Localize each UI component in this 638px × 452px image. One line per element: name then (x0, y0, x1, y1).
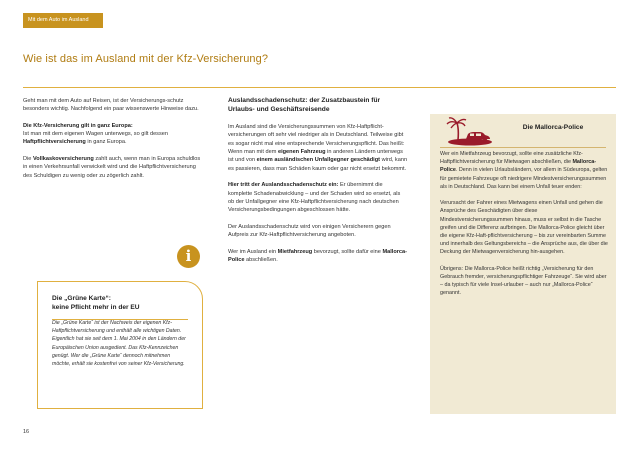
vollkasko-text-a: Die (23, 156, 33, 163)
section-tab: Mit dem Auto im Ausland (23, 13, 103, 28)
mallorca-p1-bold: Mallorca-Police (440, 159, 597, 174)
title-divider (23, 87, 616, 88)
auslandsschaden-column (228, 97, 408, 273)
p4-text-b: bevorzugt, sollte dafür eine (312, 248, 383, 255)
p1-text-a: Im Ausland sind die Versicherungssummen von Kfz-Haftpflicht-versicherungen oft sehr viel niedriger als in Deutschland. Teilweise gibt es sogar nicht mal eine entsprechende Versicherungspflicht. Das heißt: Wenn man mit dem (228, 124, 405, 156)
intro-paragraph: Geht man mit dem Auto auf Reisen, ist der Versicherungs-schutz besonders wichtig. Nachfolgend ein paar wissenswerte Hinweise dazu. (23, 98, 199, 113)
auslandsschaden-p2 (228, 181, 408, 214)
p4-bold-2: Mallorca-Police (228, 248, 407, 263)
intro-column (23, 97, 205, 188)
p1-bold-2: einem ausländischen Unfallgegner geschädigt (256, 157, 381, 164)
vollkasko-paragraph (23, 155, 205, 180)
gruene-karte-title-line2: keine Pflicht mehr in der EU (52, 304, 140, 311)
mallorca-divider (440, 147, 606, 148)
p2-bold: Hier tritt der Auslandsschadenschutz ein: (228, 182, 339, 189)
gruene-karte-title (52, 294, 188, 312)
mallorca-p2: Verursacht der Fahrer eines Mietwagens einen Unfall und gehen die Ansprüche des Geschädigten über diese Mindestversicherungssummen hinaus, muss er selbst in die Tasche greifen und die Differenz aufbringen. Die Mallorca-Police gleicht über die eigene Kfz-Haft-pflichtversicherung – bis zur vereinbarten Summe und innerhalb des Geltungsbereichs – die Ansprüche aus, die über die Deckung der Mietwagenversicherung hin-ausgehen. (440, 200, 608, 256)
p1-text-b: in anderen Ländern unterwegs ist und von (228, 149, 403, 164)
mallorca-title: Die Mallorca-Police (522, 124, 584, 131)
auslandsschaden-p4 (228, 248, 408, 265)
gruene-karte-title-line1: Die „Grüne Karte“: (52, 295, 111, 302)
auslandsschaden-p3: Der Auslandsschadenschutz wird von einigen Versicherern gegen Aufpreis zur Kfz-Haftpflichtversicherung angeboten. (228, 223, 391, 239)
mallorca-panel-header (430, 114, 616, 146)
europe-text-bold: Haftpflichtversicherung (23, 139, 86, 146)
page-number: 16 (23, 429, 30, 435)
mallorca-p1 (440, 150, 608, 191)
auslandsschaden-heading: Auslandsschadenschutz: der Zusatzbaustein für Urlaubs- und Geschäftsreisende (228, 97, 381, 113)
page-title: Wie ist das im Ausland mit der Kfz-Versicherung? (23, 53, 269, 65)
europe-paragraph (23, 122, 205, 147)
p1-text-c: wird, kann es passieren, dass man Schäden kaum oder gar nicht ersetzt bekommt. (228, 157, 408, 172)
europe-text-b: in ganz Europa. (85, 139, 127, 146)
info-icon: i (177, 245, 200, 268)
p2-text: Er übernimmt die komplette Schadenabwicklung – und der Schaden wird so ersetzt, als ob der Unfallgegner eine Kfz-Haftpflichtversicherung nach deutschen Versicherungsbedingungen abgeschlossen hätte. (228, 182, 401, 214)
vollkasko-text-bold: Vollkaskoversicherung (32, 156, 94, 163)
europe-heading: Die Kfz-Versicherung gilt in ganz Europa: (23, 122, 133, 129)
mallorca-p1-b: . Denn in vielen Urlaubsländern, vor allem in Südeuropa, gelten für gemietete Fahrzeuge oft niedrigere Mindestversicherungssummen als in Deutschland. Das kann bei einem Unfall teuer enden: (440, 167, 608, 190)
vollkasko-text-b: zahlt auch, wenn man in Europa schuldlos in einen Verkehrsunfall verwickelt wird und die Haftpflichtversicherung des Schuldigen zu wenig oder zu zögerlich zahlt. (23, 156, 201, 179)
gruene-karte-text: Die „Grüne Karte“ ist der Nachweis der eigenen Kfz-Haftpflichtversicherung und enthält alle wichtigen Daten. Eigentlich hat sie seit dem 1. Mai 2004 in den Ländern der Europäischen Union ausgedient. Das Kfz-Kennzeichen genügt. Wer die „Grüne Karte“ dennoch mitnehmen möchte, erhält sie kostenfrei von seiner Kfz-Versicherung. (52, 320, 186, 368)
auslandsschaden-p1 (228, 123, 408, 173)
p4-bold-1: Mietfahrzeug (277, 248, 313, 255)
mallorca-p3: Übrigens: Die Mallorca-Police heißt richtig „Versicherung für den Gebrauch fremder, versicherungspflichtiger Fahrzeuge“. Sie wird aber – da typisch für viele Insel-urlauber – auch nur „Mallorca-Police“ genannt. (440, 265, 607, 297)
gruene-karte-box (37, 281, 203, 409)
europe-text-a: Ist man mit dem eigenen Wagen unterwegs, so gilt dessen (23, 131, 168, 138)
mallorca-body (440, 150, 608, 306)
p4-text-a: Wer im Ausland ein (228, 248, 278, 255)
gruene-karte-divider (52, 319, 188, 320)
mallorca-p1-a: Wer ein Mietfahrzeug bevorzugt, sollte eine zusätzliche Kfz-Haftpflichtversicherung für Mietwagen abschließen, die (440, 151, 583, 166)
p1-bold-1: eigenen Fahrzeug (277, 149, 326, 156)
p4-text-c: abschließen. (244, 256, 278, 263)
